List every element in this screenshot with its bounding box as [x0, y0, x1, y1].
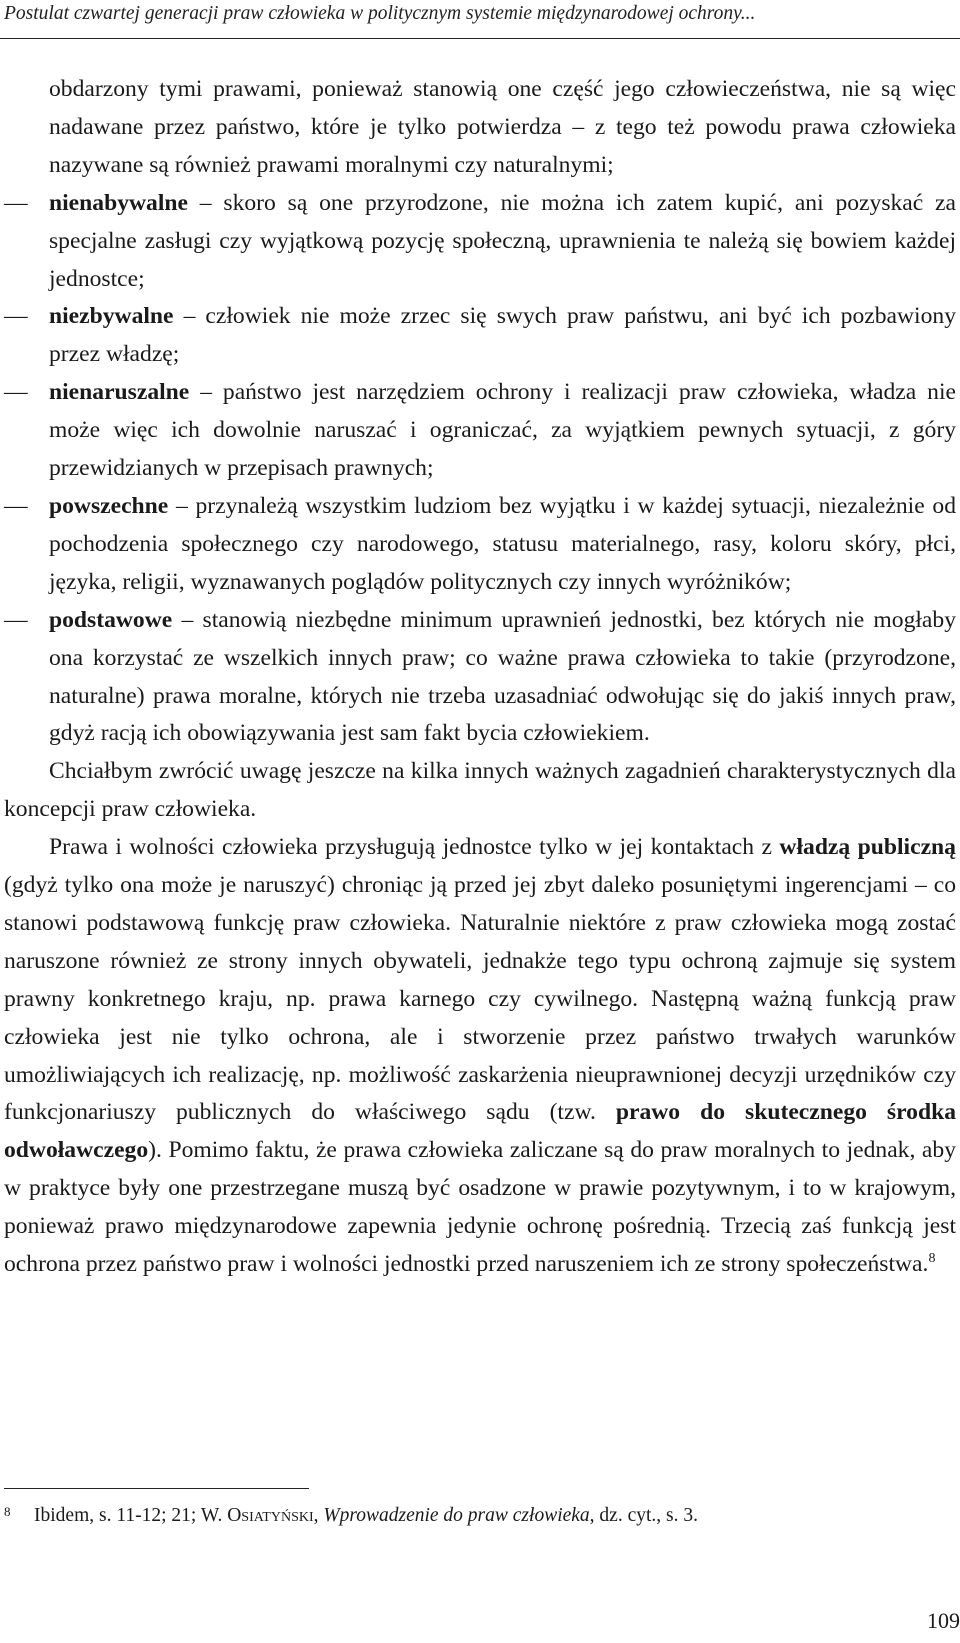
list-text: – przynależą wszystkim ludziom bez wyjątku i w każdej sytuacji, niezależnie od pochodzenia społecznego czy narodowego, statusu materialnego, rasy, koloru skóry, płci, języka, religii, wyznawanych poglądów politycznych czy innych wyróżników;: [49, 492, 956, 595]
paragraph-text: Prawa i wolności człowieka przysługują jednostce tylko w jej kontaktach z: [49, 834, 780, 861]
emphasis-term: władzą publiczną: [779, 834, 956, 861]
list-text: – stanowią niezbędne minimum uprawnień jednostki, bez których nie mogłaby ona korzystać ze wszelkich innych praw; co ważne prawa człowieka to takie (przyrodzone, naturalne) prawa moralne, których nie trzeba uzasadniać odwołując się do jakiś innych praw, gdyż racją ich obowiązywania jest sam fakt bycia człowiekiem.: [49, 606, 956, 747]
emphasis-term: prawo do skutecznego środka odwoławczego: [4, 1099, 956, 1164]
paragraph-text: (gdyż tylko ona może je naruszyć) chroniąc ją przed jej zbyt daleko posuniętymi ingerencjami – co stanowi podstawową funkcję praw człowieka. Naturalnie niektóre z praw człowieka mogą zostać naruszone również ze strony innych obywateli, jednakże tego typu ochroną zajmuje się system prawny konkretnego kraju, np. prawa karnego czy cywilnego. Następną ważną funkcją praw człowieka jest nie tylko ochrona, ale i stworzenie przez państwo trwałych warunków umożliwiających ich realizację, np. możliwość zaskarżenia nieuprawnionej decyzji urzędników czy funkcjonariuszy publicznych do właściwego sądu (tzw.: [4, 872, 956, 1126]
footnote-author: Osiatyński: [227, 1505, 314, 1526]
list-item: [4, 374, 956, 488]
em-dash-bullet: —: [4, 379, 28, 406]
list-text: – skoro są one przyrodzone, nie można ich zatem kupić, ani pozyskać za specjalne zasługi czy wyjątkową pozycję społeczną, uprawnienia te należą się bowiem każdej jednostce;: [49, 189, 956, 292]
em-dash-bullet: —: [4, 492, 28, 519]
list-item: [4, 298, 956, 374]
page-number: 109: [927, 1608, 960, 1633]
list-item: [4, 602, 956, 754]
paragraph-text: ). Pomimo faktu, że prawa człowieka zaliczane są do praw moralnych to jednak, aby w praktyce były one przestrzegane muszą być osadzone w prawie pozytywnym, i to w krajowym, ponieważ prawo międzynarodowe zapewnia jedynie ochronę pośrednią. Trzecią zaś funkcją jest ochrona przez państwo praw i wolności jednostki przed naruszeniem ich ze strony społeczeństwa.: [4, 1137, 956, 1278]
footnote-text: Ibidem, s. 11-12; 21; W.: [34, 1505, 228, 1526]
list-text: – państwo jest narzędziem ochrony i realizacji praw człowieka, władza nie może więc ich dowolnie naruszać i ograniczać, za wyjątkiem pewnych sytuacji, z góry przewidzianych w przepisach prawnych;: [49, 379, 956, 482]
list-item: [4, 185, 956, 299]
footnote-rule: [4, 1488, 309, 1489]
em-dash-bullet: —: [4, 303, 28, 330]
list-term: podstawowe: [49, 606, 173, 633]
list-item: [4, 488, 956, 602]
list-text: – człowiek nie może zrzec się swych praw państwu, ani być ich pozbawiony przez władzę;: [49, 303, 956, 368]
list-term: niezbywalne: [49, 303, 174, 330]
footnote-text: , dz. cyt., s. 3.: [589, 1505, 698, 1526]
em-dash-bullet: —: [4, 606, 28, 633]
paragraph-transition: Chciałbym zwrócić uwagę jeszcze na kilka innych ważnych zagadnień charakterystycznych dla koncepcji praw człowieka.: [4, 758, 956, 823]
footnote-separator: ,: [313, 1505, 324, 1526]
intro-continuation: obdarzony tymi prawami, ponieważ stanowią one część jego człowieczeństwa, nie są więc nadawane przez państwo, które je tylko potwierdza – z tego też powodu prawa człowieka nazywane są również prawami moralnymi czy naturalnymi;: [49, 76, 956, 178]
footnote-title: Wprowadzenie do praw człowieka: [323, 1505, 590, 1526]
running-head: Postulat czwartej generacji praw człowieka w politycznym systemie międzynarodowej ochrony...: [4, 3, 756, 24]
em-dash-bullet: —: [4, 189, 28, 216]
footnote: [4, 1502, 956, 1530]
list-term: nienabywalne: [49, 189, 188, 216]
list-term: powszechne: [49, 492, 169, 519]
footnote-reference[interactable]: 8: [928, 1251, 936, 1267]
header-rule: [0, 38, 960, 39]
paragraph-main: [4, 829, 956, 1284]
list-term: nienaruszalne: [49, 379, 190, 406]
body-text: [4, 71, 956, 1284]
footnote-number: 8: [4, 1504, 11, 1519]
